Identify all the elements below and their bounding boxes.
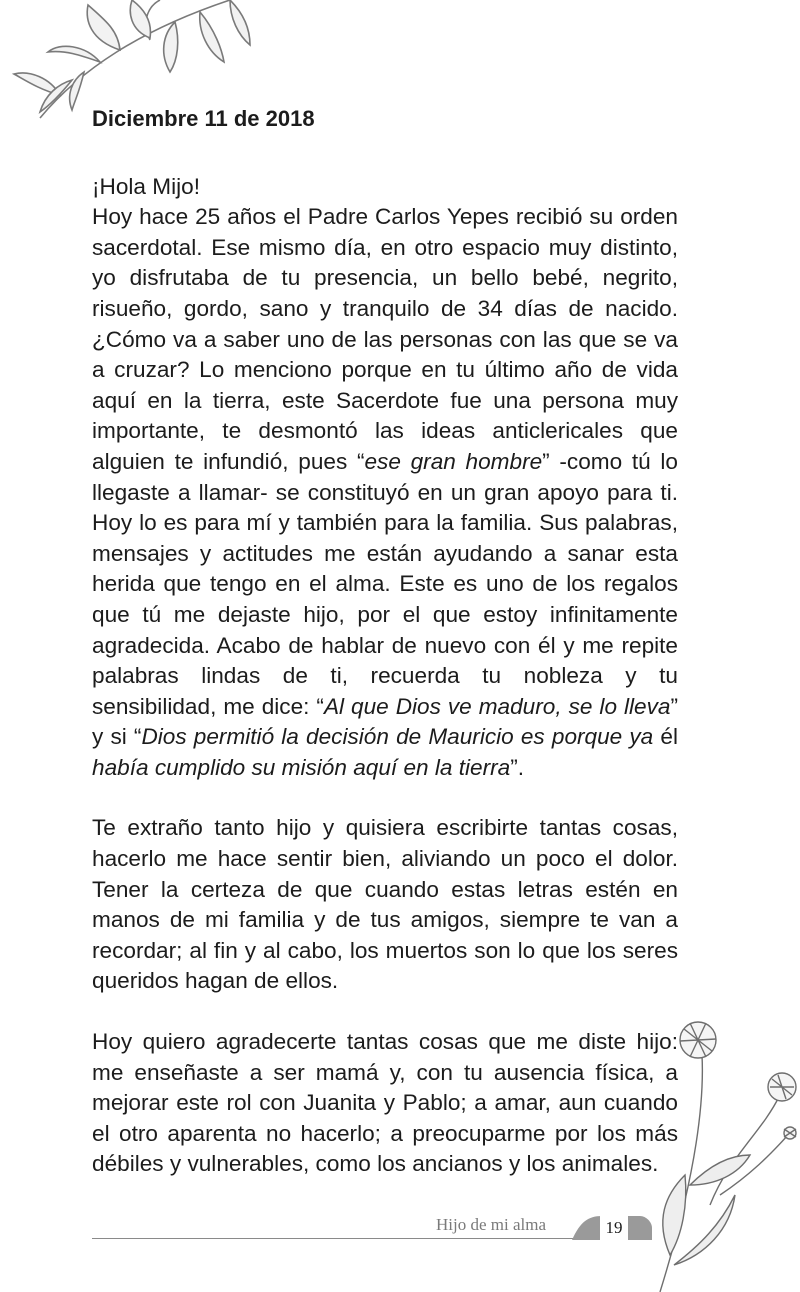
italic-quote: ese gran hombre [364,448,543,474]
italic-quote: había cumplido su misión aquí en la tierra [92,754,511,780]
text-segment: ” -como tú lo llegaste a llamar- se constituyó en un gran apoyo para ti. Hoy lo es para mí y también para la familia. Sus palabras, mensajes y actitudes me están ayudando a sanar esta herida que tengo en el alma. Este es uno de los regalos que tú me dejaste hijo, por el que estoy infinitamente agradecida. Acabo de hablar de nuevo con él y me repite palabras lindas de ti, recuerda tu nobleza y tu sensibilidad, me dice: “ [92,448,678,719]
footer-rule [92,1238,632,1239]
greeting: ¡Hola Mijo! [92,173,200,199]
leaf-branch-icon [0,0,260,120]
italic-quote: Dios permitió la decisión de Mauricio es porque ya [141,724,654,750]
text-segment: él [653,724,678,750]
paragraph-1 [92,172,678,784]
page-number: 19 [600,1216,628,1240]
paragraph-1-body [92,202,678,783]
letter-text [92,104,678,1210]
text-segment: ” y si “ [92,693,678,750]
text-segment: Hoy hace 25 años el Padre Carlos Yepes recibió su orden sacerdotal. Ese mismo día, en otro espacio muy distinto, yo disfrutaba de tu presencia, un bello bebé, negrito, risueño, gordo, sano y tranquilo de 34 días de nacido. ¿Cómo va a saber uno de las personas con las que se va a cruzar? Lo menciono porque en tu último año de vida aquí en la tierra, este Sacerdote fue una persona muy importante, te desmontó las ideas anticlericales que alguien te infundió, pues “ [92,204,678,474]
wildflower-icon [650,1005,800,1292]
paragraph-2: Te extraño tanto hijo y quisiera escribirte tantas cosas, hacerlo me hace sentir bien, aliviando un poco el dolor. Tener la certeza de que cuando estas letras estén en manos de mi familia y de tus amigos, siempre te van a recordar; al fin y al cabo, los muertos son lo que los seres queridos hagan de ellos. [92,815,678,994]
paragraph-3: Hoy quiero agradecerte tantas cosas que me diste hijo: me enseñaste a ser mamá y, con tu ausencia física, a mejorar este rol con Juanita y Pablo; a amar, aun cuando el otro aparenta no hacerlo; a preocuparme por los más débiles y vulnerables, como los ancianos y los animales. [92,1029,678,1177]
book-title: Hijo de mi alma [436,1215,547,1234]
italic-quote: Al que Dios ve maduro, se lo lleva [323,693,671,719]
date-heading: Diciembre 11 de 2018 [92,106,315,131]
text-segment: ”. [510,754,525,780]
